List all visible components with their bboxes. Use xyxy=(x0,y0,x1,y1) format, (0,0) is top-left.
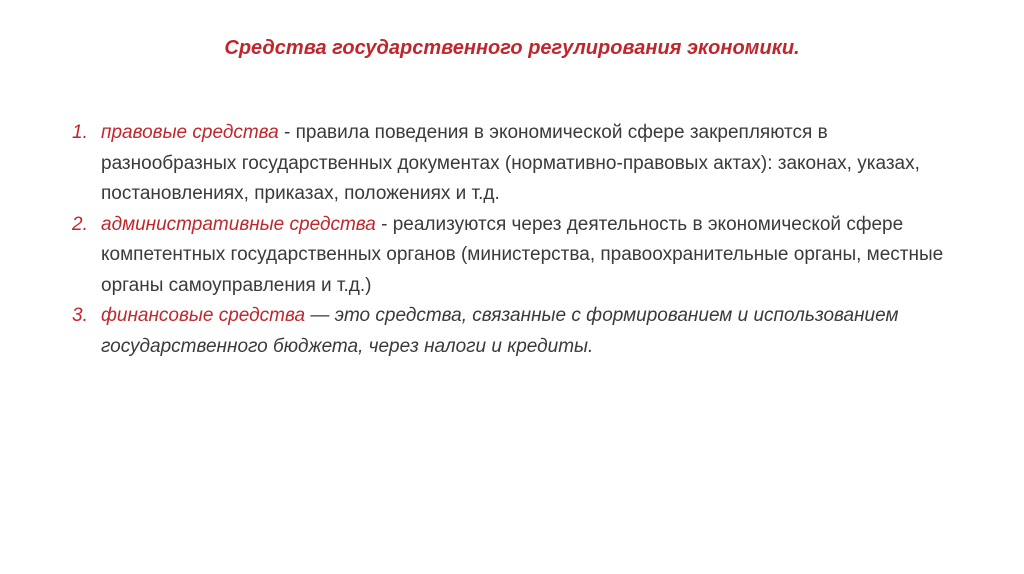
list-item-term: финансовые средства xyxy=(101,305,306,326)
list-item-text: - правила поведения в экономической сфере закрепляются в разнообразных государственных документах (нормативно-правовых актах): законах, указах, постановлениях, приказах, положениях и т.д. xyxy=(101,122,920,204)
list-item-number: 1. xyxy=(72,122,88,143)
list-item-administrative xyxy=(72,210,952,302)
list-item-financial xyxy=(72,301,952,362)
list-item-text: - реализуются через деятельность в экономической сфере компетентных государственных органов (министерства, правоохранительные органы, местные органы самоуправления и т.д.) xyxy=(101,213,944,296)
list-item-term: административные средства xyxy=(101,213,376,235)
means-list xyxy=(72,118,952,362)
list-item-number: 3. xyxy=(72,305,88,326)
list-item-text: — это средства, связанные с формированием и использованием государственного бюджета, через налоги и кредиты. xyxy=(101,305,899,357)
slide-title: Средства государственного регулирования экономики. xyxy=(224,37,800,59)
list-item-term: правовые средства xyxy=(101,122,279,143)
list-item-number: 2. xyxy=(72,213,88,235)
list-item-legal xyxy=(72,118,952,210)
